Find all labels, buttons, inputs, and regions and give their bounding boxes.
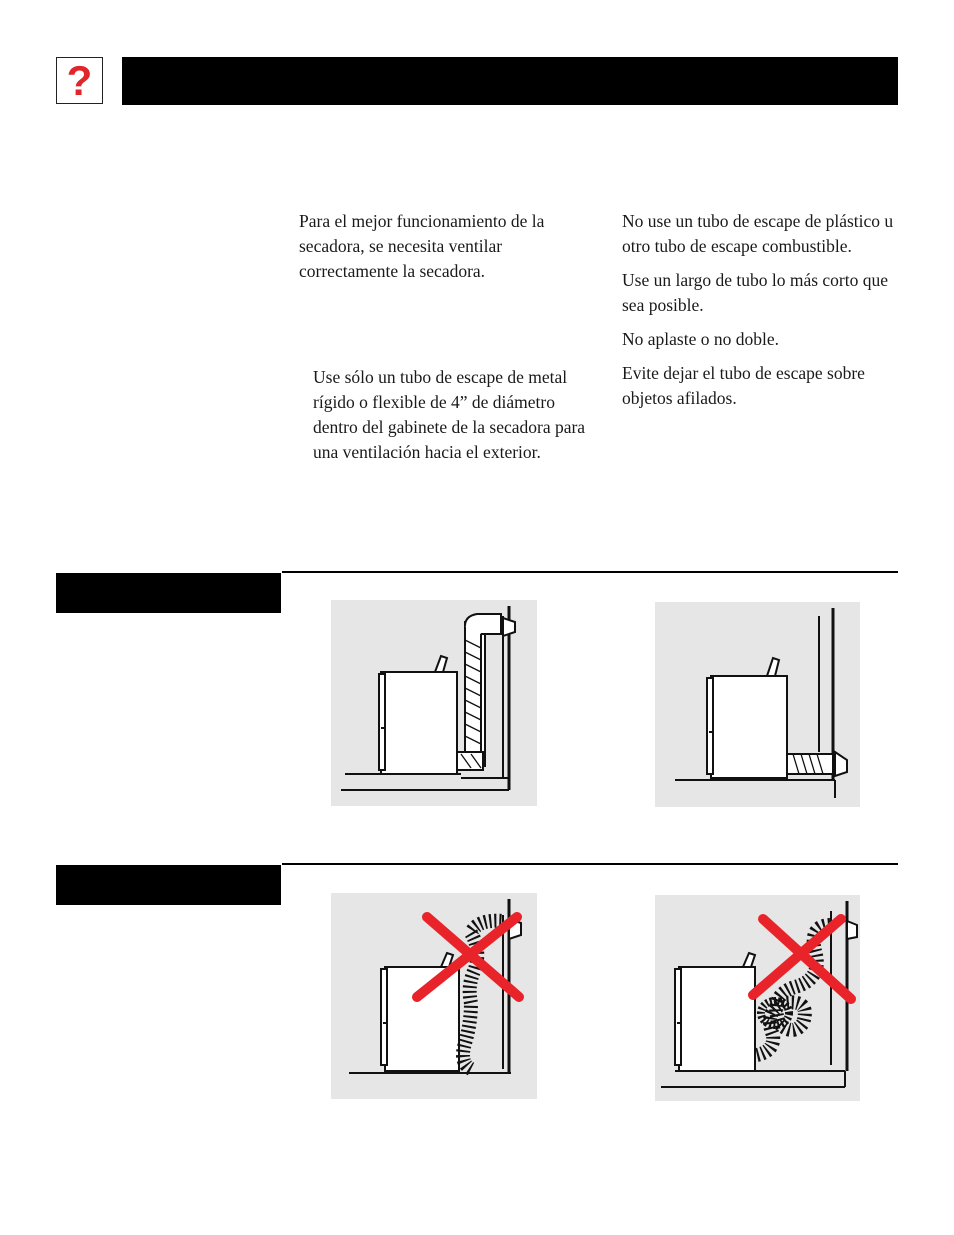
duct-rule-paragraph bbox=[313, 365, 588, 474]
section-rule-incorrect bbox=[282, 863, 898, 865]
header-bar bbox=[122, 57, 898, 105]
question-mark-glyph: ? bbox=[66, 56, 93, 104]
tip-sharp-objects: Evite dejar el tubo de escape sobre objetos afilados. bbox=[622, 363, 865, 408]
figure-looped-duct bbox=[655, 895, 860, 1101]
intro-text: Para el mejor funcionamiento de la secadora, se necesita ventilar correctamente la secadora. bbox=[299, 211, 545, 281]
dryer-crushed-duct-icon bbox=[331, 893, 537, 1099]
figure-straight-duct-back bbox=[655, 602, 860, 807]
section-bar-correct bbox=[56, 573, 281, 613]
section-bar-incorrect bbox=[56, 865, 281, 905]
tips-list bbox=[622, 209, 907, 420]
figure-rigid-duct-up bbox=[331, 600, 537, 806]
duct-rule-text: Use sólo un tubo de escape de metal rígido o flexible de 4” de diámetro dentro del gabinete de la secadora para una ventilación hacia el exterior. bbox=[313, 367, 586, 462]
section-rule-correct bbox=[282, 571, 898, 573]
tip-no-crush: No aplaste o no doble. bbox=[622, 329, 779, 349]
figure-crushed-duct bbox=[331, 893, 537, 1099]
dryer-straight-duct-back-icon bbox=[655, 602, 860, 807]
intro-paragraph bbox=[299, 209, 599, 293]
tip-short-length: Use un largo de tubo lo más corto que sea posible. bbox=[622, 270, 889, 315]
dryer-rigid-duct-up-icon bbox=[331, 600, 537, 806]
red-x-icon bbox=[753, 919, 851, 999]
dryer-looped-duct-icon bbox=[655, 895, 860, 1101]
help-icon bbox=[56, 57, 103, 104]
tip-plastic: No use un tubo de escape de plástico u otro tubo de escape combustible. bbox=[622, 211, 894, 256]
